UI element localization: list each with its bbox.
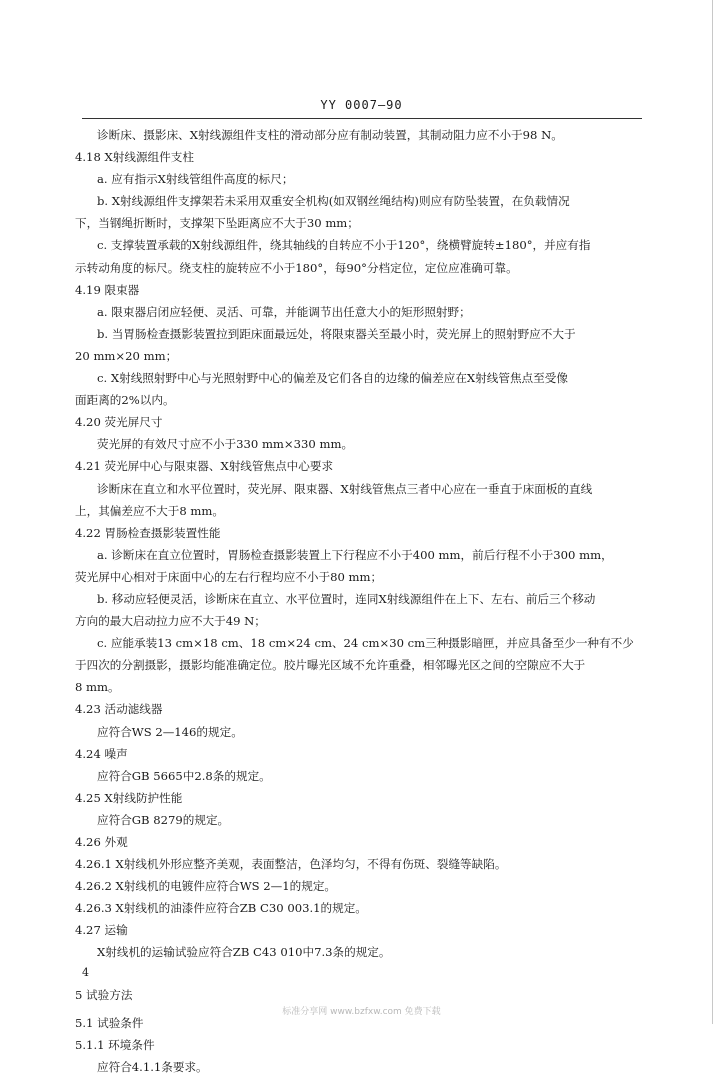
text-line: 应符合GB 5665中2.8条的规定。 bbox=[97, 768, 271, 783]
text-line: 4.25 X射线防护性能 bbox=[75, 790, 183, 805]
header-rule bbox=[82, 118, 642, 119]
text-line: c. X射线照射野中心与光照射野中心的偏差及它们各自的边缘的偏差应在X射线管焦点至受像 bbox=[97, 371, 568, 386]
text-line: 应符合WS 2—146的规定。 bbox=[97, 724, 243, 739]
text-line: 5 试验方法 bbox=[75, 987, 133, 1002]
standard-header: YY 0007—90 bbox=[320, 98, 403, 112]
text-line: a. 应有指示X射线管组件高度的标尺； bbox=[97, 172, 294, 187]
text-line: 于四次的分割摄影，摄影均能准确定位。胶片曝光区域不允许重叠，相邻曝光区之间的空隙应不大于 bbox=[75, 658, 586, 673]
text-line: 5.1 试验条件 bbox=[75, 1015, 144, 1030]
text-line: 应符合4.1.1条要求。 bbox=[97, 1059, 208, 1074]
text-line: 4.26 外观 bbox=[75, 835, 128, 849]
text-line: 诊断床在直立和水平位置时，荧光屏、限束器、X射线管焦点三者中心应在一垂直于床面板的直线 bbox=[97, 481, 593, 496]
text-line: 5.1.1 环境条件 bbox=[75, 1037, 155, 1052]
text-line: 4.27 运输 bbox=[75, 923, 128, 938]
text-line: 4.26.1 X射线机外形应整齐美观，表面整洁，色泽均匀，不得有伤斑、裂缝等缺陷。 bbox=[75, 857, 507, 872]
text-line: 4.18 X射线源组件支柱 bbox=[75, 150, 194, 165]
document-body bbox=[75, 124, 640, 1078]
text-line: b. X射线源组件支撑架若未采用双重安全机构(如双钢丝绳结构)则应有防坠装置，在负载情况 bbox=[97, 194, 570, 209]
text-line: 4.22 胃肠检查摄影装置性能 bbox=[75, 525, 221, 540]
text-line: c. 支撑装置承载的X射线源组件，绕其轴线的自转应不小于120°，绕横臂旋转±180°，并应有指 bbox=[97, 238, 591, 253]
text-line: a. 诊断床在直立位置时，胃肠检查摄影装置上下行程应不小于400 mm，前后行程不小于300 mm， bbox=[97, 547, 613, 562]
text-line: 4.21 荧光屏中心与限束器、X射线管焦点中心要求 bbox=[75, 459, 334, 474]
text-line: 4.23 活动滤线器 bbox=[75, 702, 163, 717]
text-line: 4.26.3 X射线机的油漆件应符合ZB C30 003.1的规定。 bbox=[75, 901, 367, 916]
text-line: 20 mm×20 mm； bbox=[75, 348, 178, 363]
text-line: 下，当钢绳折断时，支撑架下坠距离应不大于30 mm； bbox=[75, 216, 359, 231]
text-line: 诊断床、摄影床、X射线源组件支柱的滑动部分应有制动装置，其制动阻力应不小于98 N。 bbox=[97, 128, 563, 142]
text-line: 4.20 荧光屏尺寸 bbox=[75, 415, 163, 430]
text-line: 上，其偏差应不大于8 mm。 bbox=[75, 503, 224, 518]
text-line: 4.19 限束器 bbox=[75, 282, 140, 297]
text-line: X射线机的运输试验应符合ZB C43 010中7.3条的规定。 bbox=[97, 945, 391, 960]
watermark-footer: 标准分享网 www.bzfxw.com 免费下载 bbox=[282, 1007, 441, 1017]
text-line: 4.24 噪声 bbox=[75, 746, 128, 761]
text-line: 荧光屏中心相对于床面中心的左右行程均应不小于80 mm； bbox=[75, 569, 383, 584]
text-line: b. 当胃肠检查摄影装置拉到距床面最远处，将限束器关至最小时，荧光屏上的照射野应不大于 bbox=[97, 326, 576, 341]
text-line: b. 移动应轻便灵活，诊断床在直立、水平位置时，连同X射线源组件在上下、左右、前后三个移动 bbox=[97, 591, 596, 606]
text-line: 4.26.2 X射线机的电镀件应符合WS 2—1的规定。 bbox=[75, 879, 337, 894]
text-line: 面距离的2%以内。 bbox=[75, 393, 175, 408]
text-line: 应符合GB 8279的规定。 bbox=[97, 812, 230, 827]
page-number: 4 bbox=[82, 966, 89, 979]
text-line: 示转动角度的标尺。绕支柱的旋转应不小于180°，每90°分档定位，定位应准确可靠。 bbox=[75, 260, 518, 275]
text-line: c. 应能承装13 cm×18 cm、18 cm×24 cm、24 cm×30 cm三种摄影暗匣，并应具备至少一种有不少 bbox=[97, 636, 634, 651]
page-edge bbox=[712, 0, 713, 1024]
text-line: 8 mm。 bbox=[75, 680, 120, 695]
text-line: 荧光屏的有效尺寸应不小于330 mm×330 mm。 bbox=[97, 437, 354, 452]
text-line: a. 限束器启闭应轻便、灵活、可靠，并能调节出任意大小的矩形照射野； bbox=[97, 304, 471, 319]
text-line: 方向的最大启动拉力应不大于49 N； bbox=[75, 614, 266, 629]
